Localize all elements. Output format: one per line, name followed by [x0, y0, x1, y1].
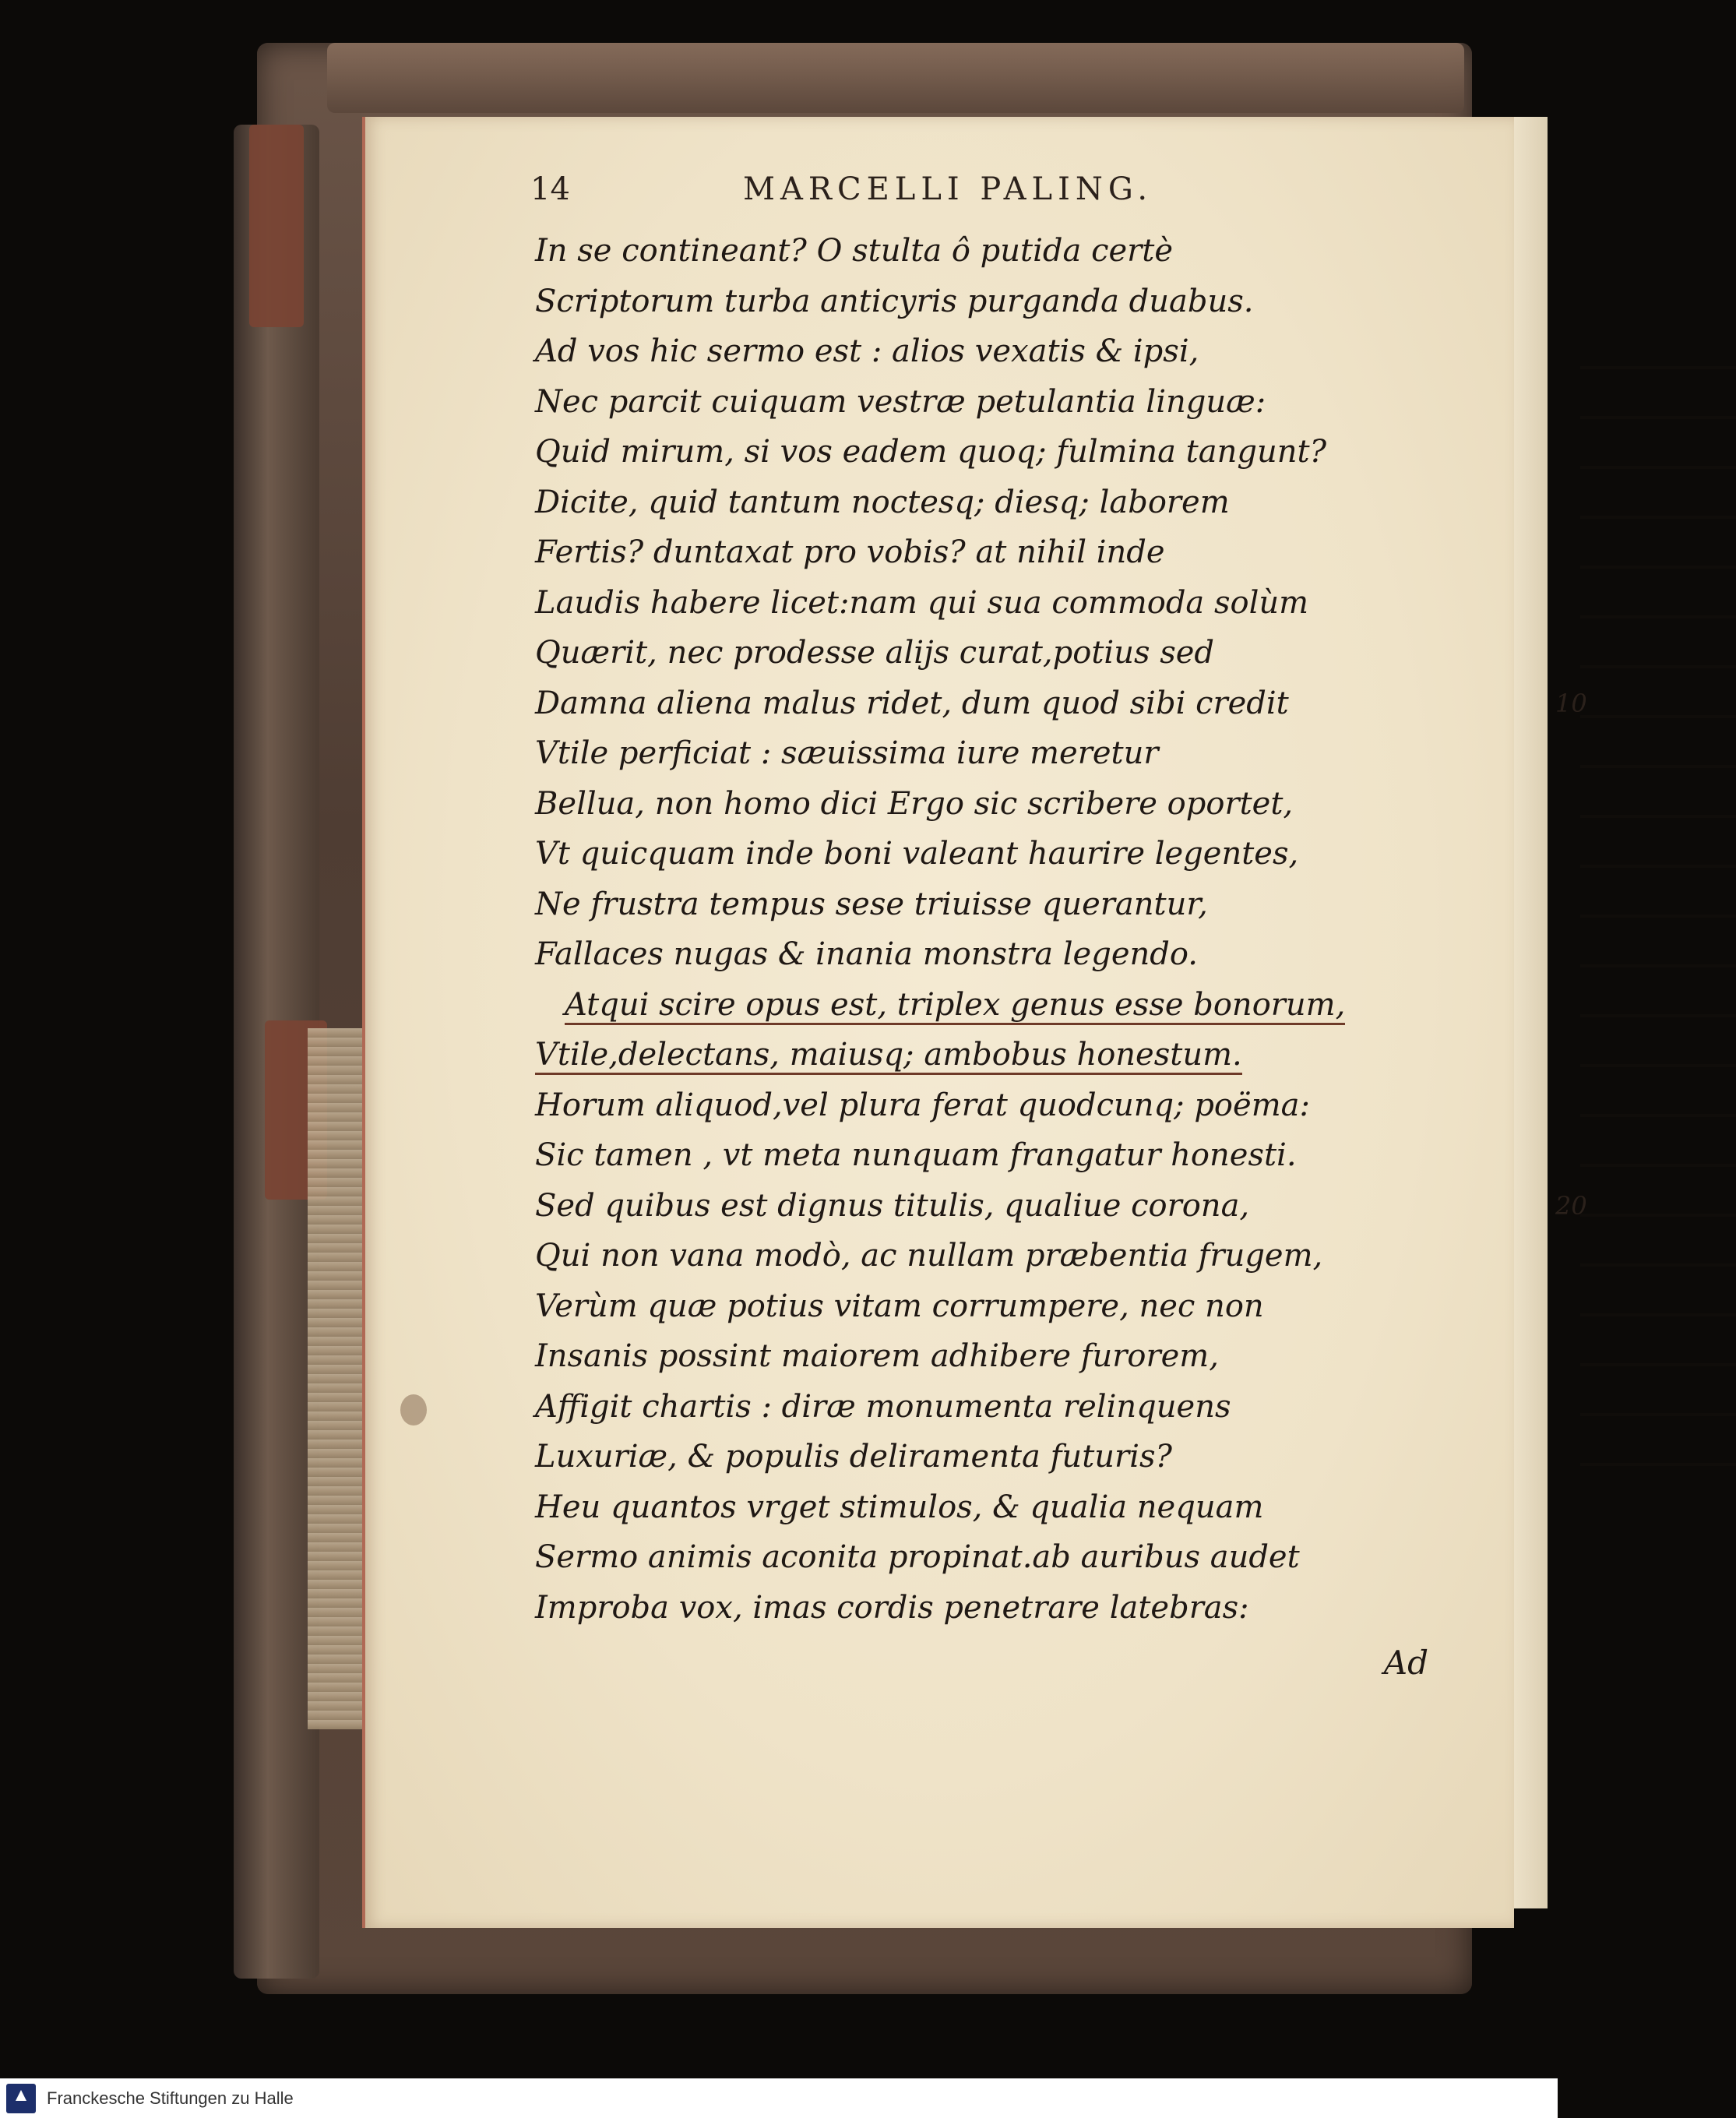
verse-line-text: Fertis? duntaxat pro vobis? at nihil inde [535, 534, 1165, 570]
catchword: Ad [1383, 1644, 1428, 1682]
verse-line [535, 1181, 1587, 1232]
verse-line [535, 980, 1509, 1031]
verse-line [535, 1130, 1509, 1181]
verse-line-text: Vtile perficiat : sæuissima iure meretur [535, 735, 1159, 771]
verse-line-text: Insanis possint maiorem adhibere furorem, [535, 1338, 1219, 1374]
verse-line-text: Sic tamen , vt meta nunquam frangatur honesti. [535, 1137, 1297, 1173]
footer-bar [0, 2078, 1558, 2118]
verse-line-text: Atqui scire opus est, triplex genus esse bonorum, [565, 987, 1345, 1025]
verse-line [535, 1331, 1509, 1382]
verse-line-text: Qui non vana modò, ac nullam præbentia frugem, [535, 1238, 1323, 1274]
verse-line [535, 226, 1509, 277]
verse-line [535, 879, 1509, 930]
verse-line-text: Sed quibus est dignus titulis, qualiue corona, [535, 1187, 1250, 1224]
verse-line-text: In se contineant? O stulta ô putida certè [535, 233, 1174, 269]
verse-line [535, 829, 1509, 879]
verse-line-text: Nec parcit cuiquam vestræ petulantia linguæ: [535, 383, 1266, 420]
institution-name: Franckesche Stiftungen zu Halle [47, 2088, 294, 2108]
institution-logo-icon [6, 2084, 36, 2113]
verse-line [535, 929, 1509, 980]
page-stain [400, 1394, 427, 1426]
verse-line [535, 1080, 1509, 1131]
spine-leather-patch [249, 125, 304, 327]
verse-line [535, 1482, 1509, 1533]
verse-line [535, 779, 1509, 830]
running-head: MARCELLI PALING. [743, 171, 1153, 207]
verse-line [535, 427, 1509, 478]
verse-line-text: Laudis habere licet:nam qui sua commoda solùm [535, 584, 1309, 621]
verse-line-text: Ne frustra tempus sese triuisse querantur, [535, 886, 1208, 922]
verse-line-text: Ad vos hic sermo est : alios vexatis & ipsi, [535, 333, 1199, 369]
verse-line [535, 1432, 1509, 1482]
page-header [365, 171, 1514, 218]
verse-line-text: Dicite, quid tantum noctesq; diesq; laborem [535, 484, 1230, 520]
show-through-text [1580, 335, 1736, 1503]
verse-line-text: Luxuriæ, & populis deliramenta futuris? [535, 1439, 1172, 1475]
verse-line [535, 1583, 1509, 1633]
verse-line [535, 326, 1509, 377]
verse-line-text: Sermo animis aconita propinat.ab auribus audet [535, 1539, 1300, 1575]
verse-line [535, 277, 1509, 327]
verse-line [535, 678, 1587, 729]
verse-line-text: Heu quantos vrget stimulos, & qualia nequam [535, 1489, 1264, 1525]
verse-line [535, 628, 1509, 678]
verse-line [535, 478, 1509, 528]
verse-line [535, 1281, 1509, 1332]
verse-line-text: Vt quicquam inde boni valeant haurire legentes, [535, 836, 1299, 872]
book-cover-top-edge [327, 43, 1464, 113]
verse-text [535, 226, 1587, 1633]
verse-line [535, 1231, 1509, 1281]
verse-line-text: Verùm quæ potius vitam corrumpere, nec non [535, 1288, 1264, 1324]
verse-line [535, 1382, 1509, 1433]
verse-line [535, 1030, 1509, 1080]
verse-line [535, 1532, 1509, 1583]
verse-line [535, 527, 1509, 578]
verse-line-text: Quærit, nec prodesse alijs curat,potius sed [535, 635, 1215, 671]
verse-line-text: Bellua, non homo dici Ergo sic scribere oportet, [535, 785, 1294, 822]
page-number: 14 [530, 171, 570, 207]
frayed-binding-edge [308, 1028, 362, 1729]
verse-line-text: Affigit chartis : diræ monumenta relinquens [535, 1388, 1231, 1425]
book-page [362, 117, 1587, 1928]
book-spine [234, 125, 319, 1979]
verse-line-text: Quid mirum, si vos eadem quoq; fulmina tangunt? [535, 434, 1327, 470]
line-number: 10 [1555, 688, 1587, 718]
verse-line-text: Fallaces nugas & inania monstra legendo. [535, 936, 1198, 972]
verse-line [535, 578, 1509, 629]
verse-line-text: Improba vox, imas cordis penetrare latebras: [535, 1589, 1249, 1626]
verse-line-text: Damna aliena malus ridet, dum quod sibi credit [535, 685, 1289, 721]
verse-line-text: Horum aliquod,vel plura ferat quodcunq; poëma: [535, 1087, 1310, 1123]
verse-line [535, 728, 1509, 779]
verse-line-text: Scriptorum turba anticyris purganda duabus. [535, 283, 1254, 319]
line-number: 20 [1555, 1190, 1587, 1221]
verse-line-text: Vtile,delectans, maiusq; ambobus honestum. [535, 1037, 1242, 1075]
verse-line [535, 377, 1509, 428]
